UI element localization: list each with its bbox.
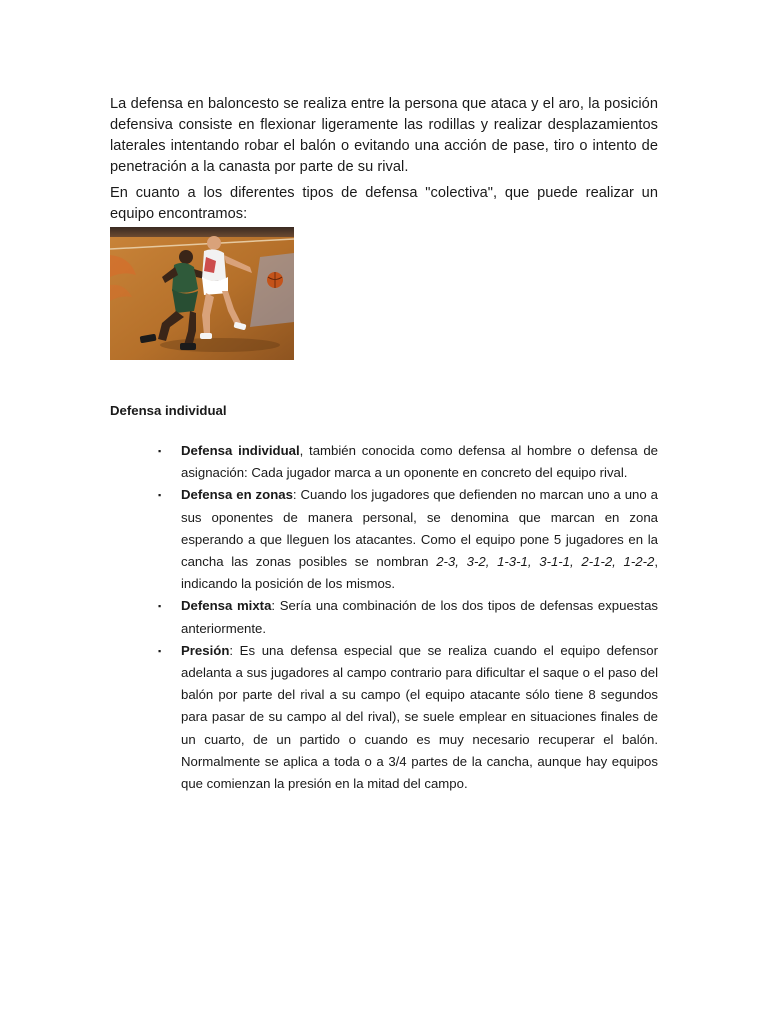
item-text: : Cuando los jugadores que defienden no marcan uno a uno a sus oponentes de manera personal, se denomina que marcan en zona esperando a que lleguen los atacantes. Como el equipo pone 5 jugadores en la cancha las zonas posibles se nombran <box>181 487 658 570</box>
list-item-presion <box>110 640 658 795</box>
item-term: Presión <box>181 642 230 658</box>
item-text: , también conocida como defensa al hombre o defensa de asignación: Cada jugador marca a un oponente en concreto del equipo rival. <box>181 443 658 481</box>
bullet-icon: ▪ <box>158 490 162 501</box>
basketball-defense-photo <box>110 227 294 360</box>
item-term: Defensa mixta <box>181 598 272 614</box>
document-page <box>110 94 658 795</box>
item-term: Defensa en zonas <box>181 487 293 503</box>
crowd-background <box>110 227 294 237</box>
section-heading: Defensa individual <box>110 403 227 418</box>
bullet-icon: ▪ <box>158 446 162 456</box>
bullet-icon: ▪ <box>158 645 162 656</box>
item-term: Defensa individual <box>181 443 300 458</box>
intro-paragraph-2: En cuanto a los diferentes tipos de defensa "colectiva", que puede realizar un equipo encontramos: <box>110 185 658 222</box>
item-text: : Es una defensa especial que se realiza cuando el equipo defensor adelanta a sus jugadores al campo contrario para dificultar el saque o el paso del balón por parte del rival a su campo (el equipo atacante sólo tiene 8 segundos para pasar de su campo al del rival), se suele emplear en situaciones finales de un cuarto, de un partido o cuando es muy necesario recuperar el balón. Normalmente se aplica a toda o a 3/4 partes de la cancha, aunque hay equipos que comienzan la presión en la mitad del campo. <box>181 642 658 792</box>
defense-types-list <box>110 440 658 795</box>
item-text-after: , indicando la posición de los mismos. <box>181 554 659 592</box>
bullet-icon: ▪ <box>158 601 162 612</box>
list-item-defensa-mixta <box>110 595 658 639</box>
intro-paragraph-1: La defensa en baloncesto se realiza entre la persona que ataca y el aro, la posición defensiva consiste en flexionar ligeramente las rodillas y realizar desplazamientos laterales intentando robar el balón o evitando una acción de pase, tiro o intento de penetración a la canasta por parte de su rival. <box>110 96 658 175</box>
player-shadow <box>160 338 280 352</box>
item-text: : Sería una combinación de los dos tipos de defensas expuestas anteriormente. <box>181 598 658 636</box>
list-item-defensa-individual <box>110 440 658 484</box>
list-item-defensa-en-zonas <box>110 484 658 595</box>
zone-formations: 2-3, 3-2, 1-3-1, 3-1-1, 2-1-2, 1-2-2 <box>436 554 655 570</box>
